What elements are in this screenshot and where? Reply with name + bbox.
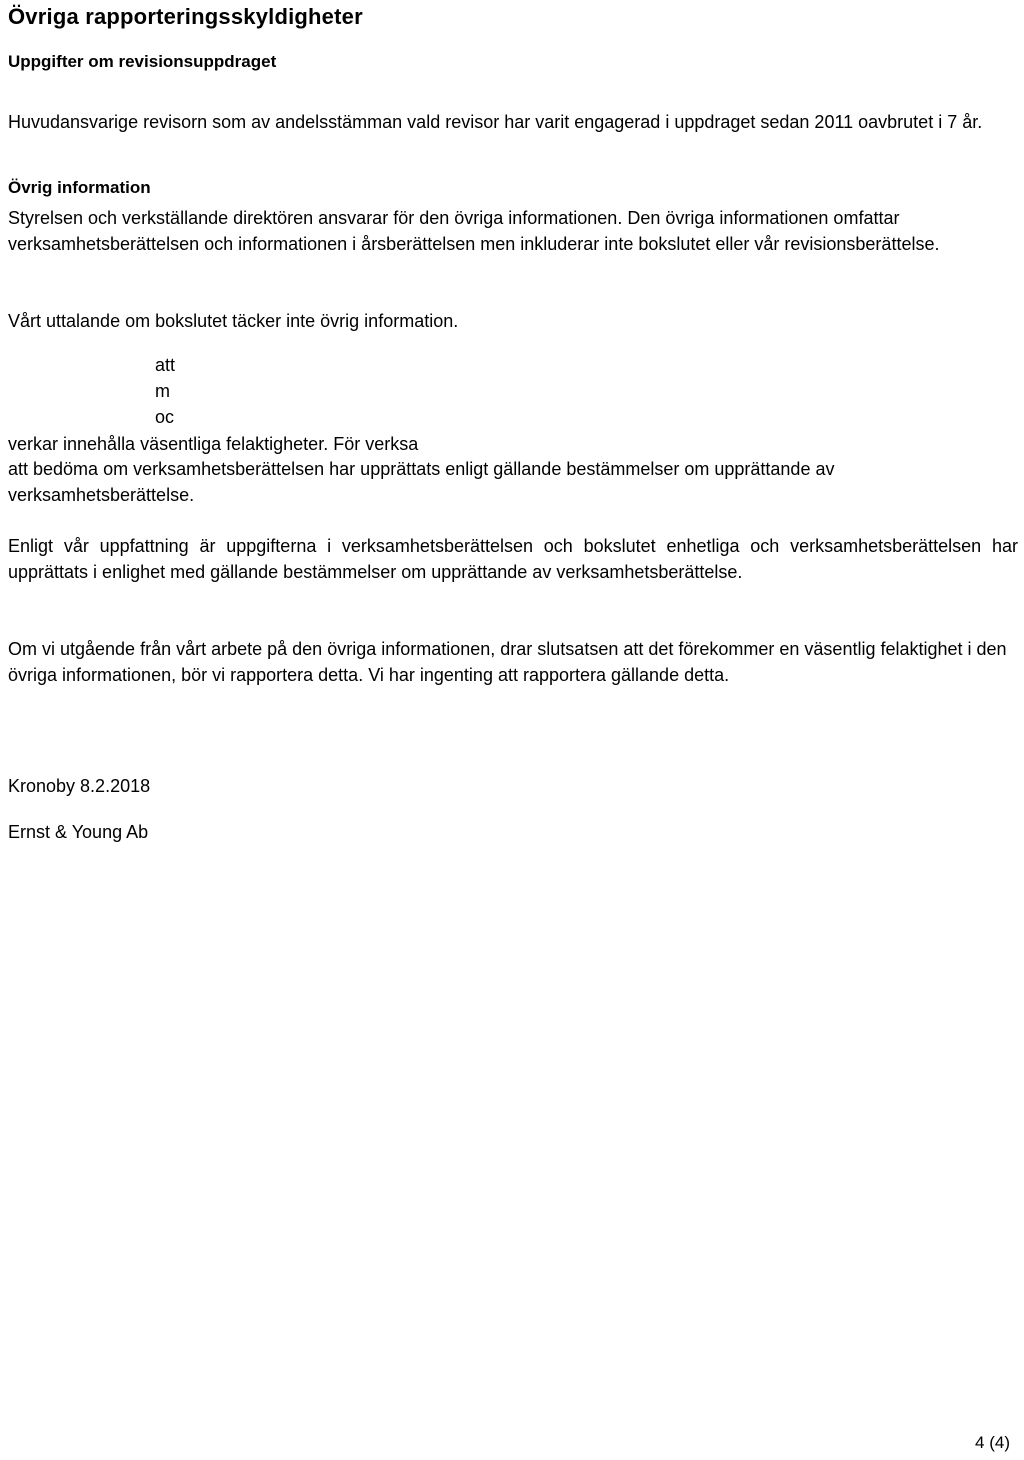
truncated-fragment-3: oc bbox=[155, 407, 175, 427]
other-information-paragraph-2: Vårt uttalande om bokslutet täcker inte övrig information. bbox=[8, 311, 459, 331]
truncated-fragment-2: m bbox=[155, 381, 170, 401]
audit-assignment-heading: Uppgifter om revisionsuppdraget bbox=[8, 52, 277, 71]
other-information-paragraph-3-line-1: verkar innehålla väsentliga felaktigheter. För verksa bbox=[8, 434, 419, 454]
page-title: Övriga rapporteringsskyldigheter bbox=[8, 4, 363, 29]
other-information-paragraph-3-rest: att bedöma om verksamhetsberättelsen har upprättats enligt gällande bestämmelser om upprättande av verksamhetsberättelse. bbox=[8, 459, 835, 505]
page-number: 4 (4) bbox=[975, 1433, 1010, 1452]
audit-assignment-text: Huvudansvarige revisorn som av andelsstämman vald revisor har varit engagerad i uppdraget sedan 2011 oavbrutet i 7 år. bbox=[8, 112, 983, 132]
truncated-fragment-1: att bbox=[155, 355, 176, 375]
place-and-date: Kronoby 8.2.2018 bbox=[8, 776, 151, 796]
other-information-heading: Övrig information bbox=[8, 178, 151, 197]
other-information-paragraph-1: Styrelsen och verkställande direktören ansvarar för den övriga informationen. Den övriga informationen omfattar verksamhetsberättelsen och informationen i årsberättelsen men inkluderar inte bokslutet eller vår revisionsberättelse. bbox=[8, 208, 940, 254]
other-information-paragraph-4: Enligt vår uppfattning är uppgifterna i verksamhetsberättelsen och bokslutet enhetliga och verksamhetsberättelsen har upprättats i enlighet med gällande bestämmelser om upprättande av verksamhetsberättelse. bbox=[8, 536, 1018, 582]
other-information-paragraph-5: Om vi utgående från vårt arbete på den övriga informationen, drar slutsatsen att det förekommer en väsentlig felaktighet i den övriga informationen, bör vi rapportera detta. Vi har ingenting att rapportera gällande detta. bbox=[8, 639, 1007, 685]
audit-firm-name: Ernst & Young Ab bbox=[8, 822, 149, 842]
